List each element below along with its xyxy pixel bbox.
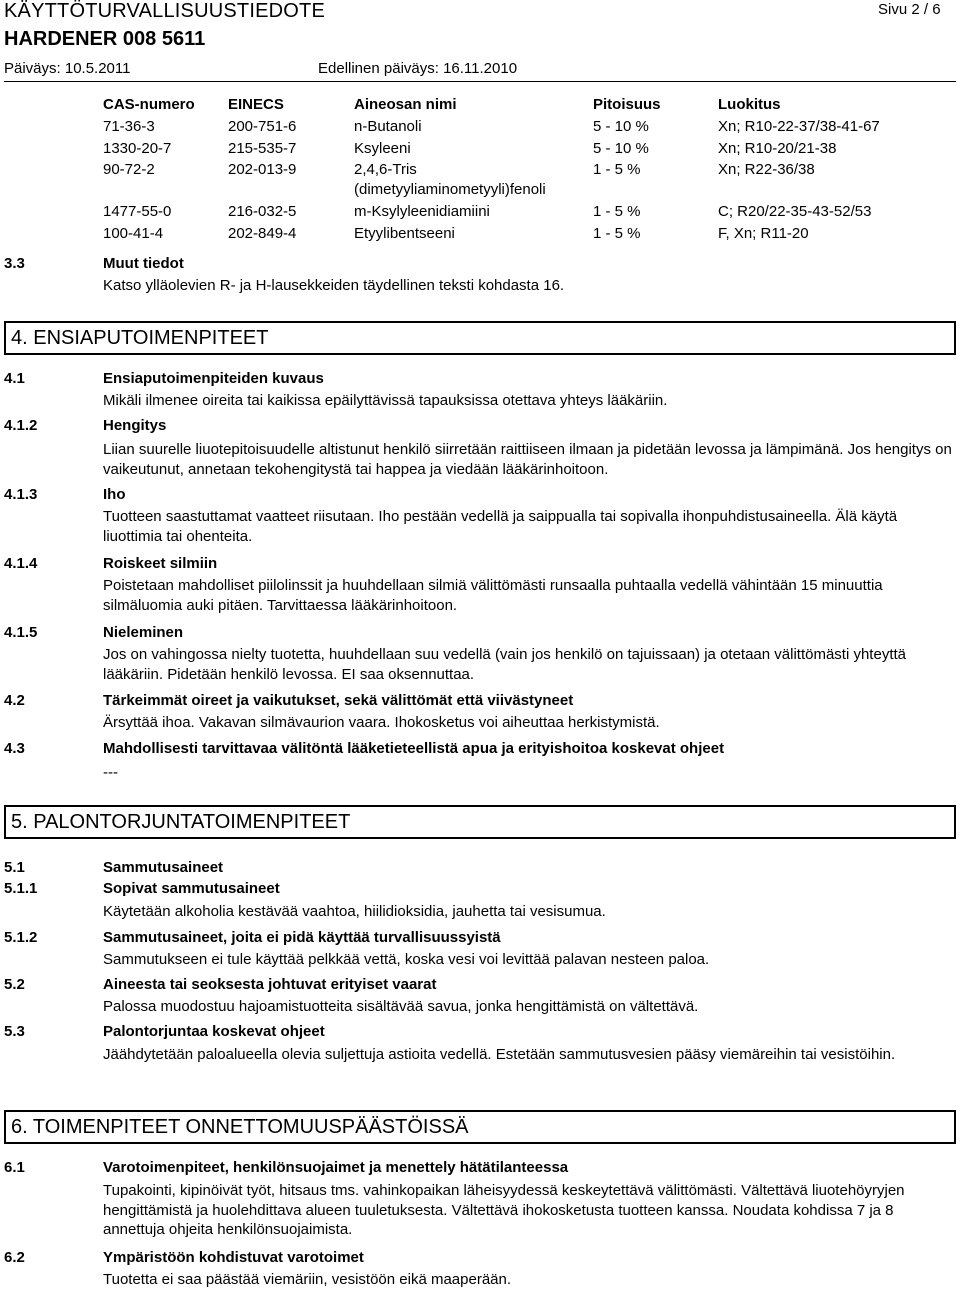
col-header-classification: Luokitus bbox=[718, 96, 781, 113]
cell-classification: Xn; R10-20/21-38 bbox=[718, 140, 837, 157]
section-text: Katso ylläolevien R- ja H-lausekkeiden täydellinen teksti kohdasta 16. bbox=[103, 277, 565, 294]
cell-name: Etyylibentseeni bbox=[354, 225, 455, 242]
col-header-name: Aineosan nimi bbox=[354, 96, 457, 113]
col-header-concentration: Pitoisuus bbox=[593, 96, 661, 113]
section-title: Muut tiedot bbox=[103, 255, 184, 272]
section-number: 4.1.3 bbox=[4, 486, 38, 503]
cell-classification: Xn; R22-36/38 bbox=[718, 161, 815, 178]
section-text: Jos on vahingossa nielty tuotetta, huuhdellaan suu vedellä (vain jos henkilö on tajuissaan) ja otetaan välittömästi yhteyttä lääkäriin. Pidetään henkilö levossa. EI saa oksennuttaa. bbox=[103, 646, 906, 683]
cell-einecs: 215-535-7 bbox=[228, 140, 297, 157]
cell-cas: 1477-55-0 bbox=[103, 203, 172, 220]
cell-cas: 100-41-4 bbox=[103, 225, 164, 242]
section-number: 4.1 bbox=[4, 370, 25, 387]
section-heading-box bbox=[4, 805, 956, 839]
section-number: 6.1 bbox=[4, 1159, 25, 1176]
page-number: Sivu 2 / 6 bbox=[878, 1, 941, 18]
section-number: 4.1.4 bbox=[4, 555, 38, 572]
section-title: Iho bbox=[103, 486, 126, 503]
section-title: Nieleminen bbox=[103, 624, 184, 641]
section-text: Mikäli ilmenee oireita tai kaikissa epäilyttävissä tapauksissa otettava yhteys lääkäriin. bbox=[103, 392, 668, 409]
cell-cas: 71-36-3 bbox=[103, 118, 155, 135]
section-text: Tuotteen saastuttamat vaatteet riisutaan. Iho pestään vedellä ja saippualla tai sopivalla ihonpuhdistusaineella. Älä käytä liuottimia tai ohenteita. bbox=[103, 508, 898, 545]
cell-concentration: 1 - 5 % bbox=[593, 161, 641, 178]
section-title: Ensiaputoimenpiteiden kuvaus bbox=[103, 370, 324, 387]
section-text: Sammutukseen ei tule käyttää pelkkää vettä, koska vesi voi levittää palavan nesteen paloa. bbox=[103, 951, 710, 968]
section-title: Varotoimenpiteet, henkilönsuojaimet ja menettely hätätilanteessa bbox=[103, 1159, 569, 1176]
section-heading: 6. TOIMENPITEET ONNETTOMUUSPÄÄSTÖISSÄ bbox=[11, 1116, 469, 1138]
section-title: Palontorjuntaa koskevat ohjeet bbox=[103, 1023, 325, 1040]
cell-classification: C; R20/22-35-43-52/53 bbox=[718, 203, 872, 220]
section-text: --- bbox=[103, 764, 118, 781]
cell-einecs: 202-849-4 bbox=[228, 225, 297, 242]
section-text: Tupakointi, kipinöivät työt, hitsaus tms. vahinkopaikan läheisyydessä keskeytettävä välittömästi. Vältettävä liuotehöyryjen hengittämistä ja huolehdittava alueen tuuletuksesta. Vältettävä ihokosketusta tuotteen kanssa. Noudata kohdissa 7 ja 8 annettuja ohjeita henkilönsuojaimista. bbox=[103, 1182, 905, 1238]
section-text: Käytetään alkoholia kestävää vaahtoa, hiilidioksidia, jauhetta tai vesisumua. bbox=[103, 903, 606, 920]
section-title: Tärkeimmät oireet ja vaikutukset, sekä välittömät että viivästyneet bbox=[103, 692, 574, 709]
section-title: Mahdollisesti tarvittavaa välitöntä lääketieteellistä apua ja erityishoitoa koskevat ohjeet bbox=[103, 740, 725, 757]
section-text: Liian suurelle liuotepitoisuudelle altistunut henkilö siirretään raittiiseen ilmaan ja pidetään levossa ja lämpimänä. Jos hengitys on vaikeutunut, annetaan tekohengitystä tai happea ja viedään lääkärinhoitoon. bbox=[103, 441, 952, 478]
section-text: Poistetaan mahdolliset piilolinssit ja huuhdellaan silmiä välittömästi runsaalla puhtaalla vedellä vähintään 15 minuuttia silmäluomia auki pitäen. Tarvittaessa lääkärinhoitoon. bbox=[103, 577, 883, 614]
section-heading: 5. PALONTORJUNTATOIMENPITEET bbox=[11, 811, 351, 833]
cell-einecs: 216-032-5 bbox=[228, 203, 297, 220]
section-text: Palossa muodostuu hajoamistuotteita sisältävää savua, jonka hengittämistä on vältettävä. bbox=[103, 998, 699, 1015]
section-number: 4.3 bbox=[4, 740, 25, 757]
col-header-cas: CAS-numero bbox=[103, 96, 195, 113]
issue-date: Päiväys: 10.5.2011 bbox=[4, 60, 131, 77]
cell-concentration: 5 - 10 % bbox=[593, 118, 649, 135]
section-title: Hengitys bbox=[103, 417, 167, 434]
previous-date: Edellinen päiväys: 16.11.2010 bbox=[318, 60, 518, 77]
cell-classification: F, Xn; R11-20 bbox=[718, 225, 809, 242]
cell-cas: 1330-20-7 bbox=[103, 140, 172, 157]
product-name: HARDENER 008 5611 bbox=[4, 28, 206, 50]
section-heading: 4. ENSIAPUTOIMENPITEET bbox=[11, 327, 269, 349]
section-text: Jäähdytetään paloalueella olevia suljettuja astioita vedellä. Estetään sammutusvesien pääsy viemäreihin tai vesistöihin. bbox=[103, 1046, 896, 1063]
cell-cas: 90-72-2 bbox=[103, 161, 155, 178]
section-number: 5.2 bbox=[4, 976, 25, 993]
cell-concentration: 1 - 5 % bbox=[593, 225, 641, 242]
cell-name: 2,4,6-Tris bbox=[354, 161, 417, 178]
section-title: Sammutusaineet bbox=[103, 859, 224, 876]
cell-name: n-Butanoli bbox=[354, 118, 422, 135]
section-title: Roiskeet silmiin bbox=[103, 555, 218, 572]
section-title: Aineesta tai seoksesta johtuvat erityiset vaarat bbox=[103, 976, 437, 993]
cell-name: (dimetyyliaminometyyli)fenoli bbox=[354, 181, 546, 198]
section-title: Sammutusaineet, joita ei pidä käyttää turvallisuussyistä bbox=[103, 929, 501, 946]
cell-concentration: 5 - 10 % bbox=[593, 140, 649, 157]
section-number: 5.1.1 bbox=[4, 880, 38, 897]
section-number: 3.3 bbox=[4, 255, 25, 272]
section-title: Sopivat sammutusaineet bbox=[103, 880, 280, 897]
document-type: KÄYTTÖTURVALLISUUSTIEDOTE bbox=[4, 0, 325, 22]
cell-classification: Xn; R10-22-37/38-41-67 bbox=[718, 118, 880, 135]
cell-einecs: 202-013-9 bbox=[228, 161, 297, 178]
section-heading-box bbox=[4, 1110, 956, 1144]
cell-name: m-Ksylyleenidiamiini bbox=[354, 203, 490, 220]
header-divider bbox=[4, 81, 956, 82]
section-number: 5.1 bbox=[4, 859, 25, 876]
section-text: Ärsyttää ihoa. Vakavan silmävaurion vaara. Ihokosketus voi aiheuttaa herkistymistä. bbox=[103, 714, 660, 731]
section-number: 6.2 bbox=[4, 1249, 25, 1266]
section-title: Ympäristöön kohdistuvat varotoimet bbox=[103, 1249, 364, 1266]
section-number: 4.2 bbox=[4, 692, 25, 709]
section-text: Tuotetta ei saa päästää viemäriin, vesistöön eikä maaperään. bbox=[103, 1271, 512, 1288]
section-number: 4.1.5 bbox=[4, 624, 38, 641]
cell-concentration: 1 - 5 % bbox=[593, 203, 641, 220]
section-number: 5.1.2 bbox=[4, 929, 38, 946]
col-header-einecs: EINECS bbox=[228, 96, 284, 113]
section-number: 5.3 bbox=[4, 1023, 25, 1040]
cell-name: Ksyleeni bbox=[354, 140, 411, 157]
cell-einecs: 200-751-6 bbox=[228, 118, 297, 135]
section-number: 4.1.2 bbox=[4, 417, 38, 434]
section-heading-box bbox=[4, 321, 956, 355]
